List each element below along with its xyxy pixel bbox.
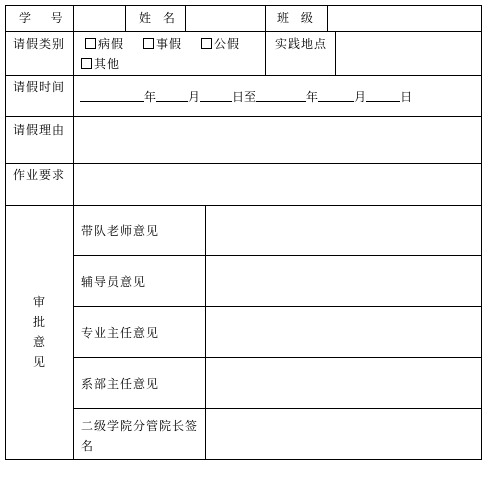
approval-row-label: 系部主任意见 [81, 377, 160, 391]
approval-row-label: 辅导员意见 [81, 275, 147, 289]
leave-time-range [80, 89, 412, 105]
leave-option-sick[interactable] [85, 36, 124, 52]
homework-label: 作业要求 [12, 168, 65, 182]
row-divider [5, 31, 481, 32]
checkbox-sick[interactable] [85, 38, 96, 49]
checkbox-other[interactable] [81, 58, 92, 69]
border-bottom [5, 459, 482, 460]
leave-option-label: 其他 [94, 57, 121, 71]
approval-label: 审批意见 [32, 295, 45, 369]
end-year-blank[interactable] [256, 89, 306, 102]
leave-option-personal[interactable] [143, 36, 182, 52]
approval-field-team-teacher[interactable] [206, 206, 481, 255]
leave-option-label: 事假 [156, 37, 183, 51]
practice-location-label: 实践地点 [274, 37, 327, 51]
homework-field[interactable] [74, 164, 481, 205]
class-label: 班 级 [277, 11, 317, 25]
start-day-blank[interactable] [200, 89, 232, 102]
checkbox-personal[interactable] [143, 38, 154, 49]
approval-row-label: 专业主任意见 [81, 326, 160, 340]
leave-reason-field[interactable] [74, 117, 481, 163]
leave-time-label: 请假时间 [12, 80, 65, 94]
approval-field-counselor[interactable] [206, 256, 481, 306]
end-day-blank[interactable] [366, 89, 400, 102]
approval-row-label: 二级学院分管院长签名 [81, 419, 199, 453]
year-unit: 年 [144, 90, 157, 104]
checkbox-official[interactable] [201, 38, 212, 49]
border-top [5, 5, 481, 6]
approval-field-dept-director[interactable] [206, 358, 481, 408]
leave-option-label: 公假 [214, 37, 241, 51]
leave-reason-label: 请假理由 [12, 123, 65, 137]
row-divider [5, 75, 481, 76]
leave-option-label: 病假 [98, 37, 125, 51]
leave-option-other[interactable] [81, 56, 120, 72]
col-divider [335, 31, 336, 75]
approval-field-major-director[interactable] [206, 307, 481, 357]
end-month-blank[interactable] [318, 89, 354, 102]
leave-type-label: 请假类别 [12, 37, 65, 51]
start-month-blank[interactable] [156, 89, 188, 102]
student-id-label: 学 号 [19, 11, 67, 25]
month-unit: 月 [354, 90, 367, 104]
approval-row-label: 带队老师意见 [81, 224, 160, 238]
day-unit: 日 [400, 90, 413, 104]
label-column-divider [73, 5, 74, 459]
name-label: 姓 名 [139, 11, 179, 25]
border-right [481, 5, 482, 459]
col-divider [125, 5, 126, 31]
month-unit: 月 [188, 90, 201, 104]
leave-option-official[interactable] [201, 36, 240, 52]
approval-field-college-signature[interactable] [206, 409, 481, 459]
day-to-unit: 日至 [232, 90, 257, 104]
col-divider [327, 5, 328, 31]
year-unit: 年 [306, 90, 319, 104]
start-year-blank[interactable] [80, 89, 144, 102]
border-left [5, 5, 6, 459]
col-divider [185, 5, 186, 31]
leave-application-form [5, 5, 481, 459]
col-divider [265, 5, 266, 75]
